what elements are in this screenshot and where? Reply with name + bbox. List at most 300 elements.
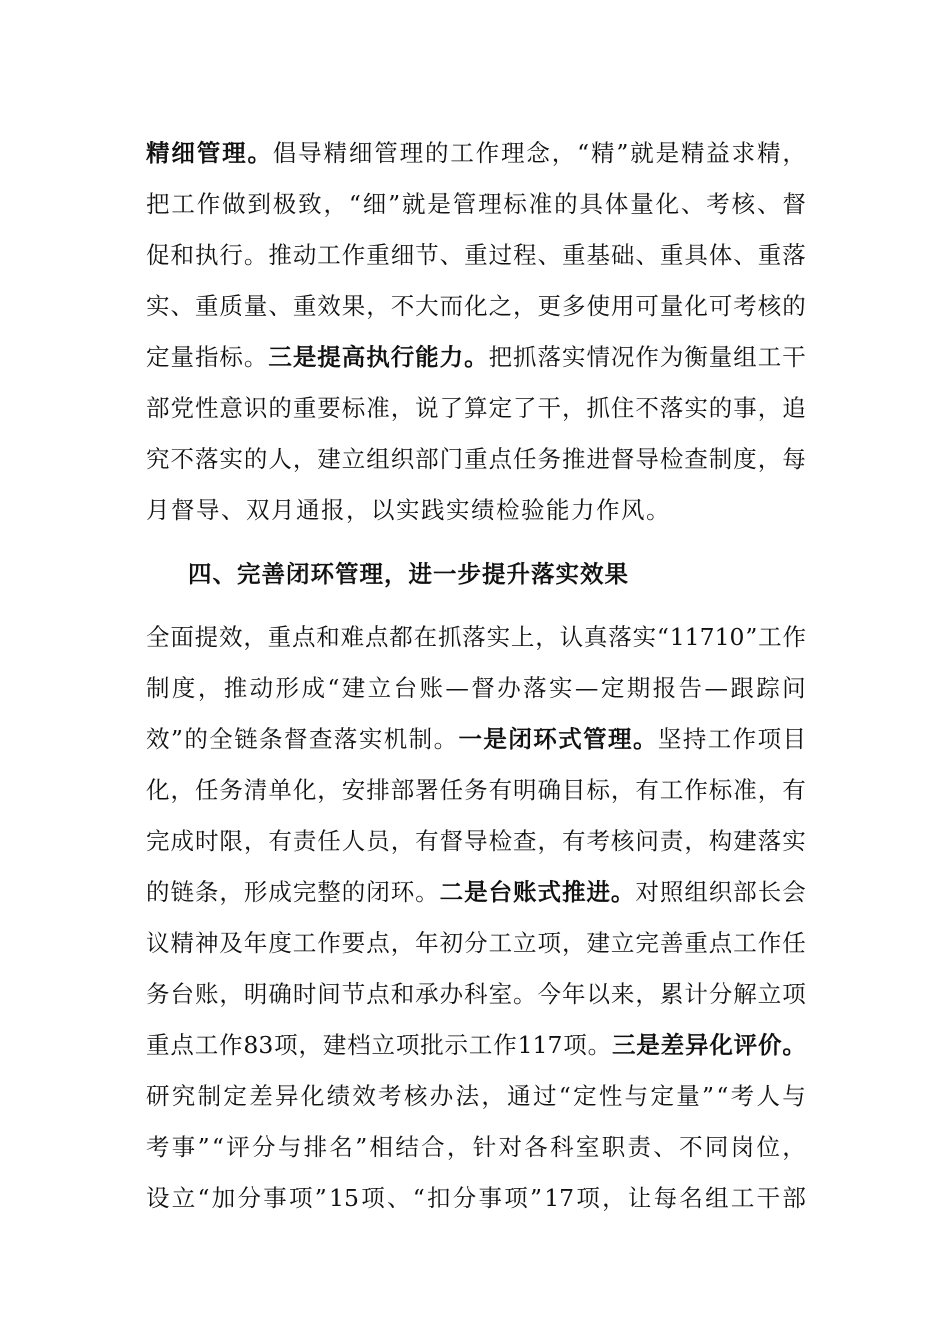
glyph: ， — [635, 980, 659, 1008]
bold-glyph: 环 — [533, 725, 557, 753]
glyph: 坚 — [657, 725, 682, 753]
bold-glyph: 是 — [292, 343, 317, 371]
glyph: 与 — [782, 1082, 806, 1110]
bold-glyph: 精 — [146, 139, 170, 167]
glyph: 、 — [386, 1184, 411, 1212]
bold-glyph: 进 — [586, 878, 610, 906]
glyph: 单 — [268, 776, 292, 804]
glyph: 明 — [513, 776, 537, 804]
glyph: 全 — [209, 725, 233, 753]
glyph: 用 — [610, 292, 635, 320]
glyph: 工 — [730, 1184, 755, 1212]
glyph: 极 — [272, 190, 297, 218]
glyph: 导 — [464, 827, 488, 855]
glyph: ” — [529, 1184, 542, 1212]
glyph: 查 — [684, 445, 708, 473]
glyph: 督 — [610, 445, 635, 473]
glyph: 异 — [274, 1082, 299, 1110]
glyph: 量 — [630, 190, 654, 218]
glyph: 效 — [146, 725, 170, 753]
glyph: 检 — [488, 827, 513, 855]
glyph: 核 — [403, 1082, 428, 1110]
glyph: 之 — [488, 292, 513, 320]
glyph: 工 — [171, 190, 195, 218]
glyph: 可 — [635, 292, 659, 320]
glyph: 链 — [170, 878, 194, 906]
glyph: 来 — [610, 980, 635, 1008]
glyph: 定 — [488, 394, 513, 422]
glyph: 究 — [146, 445, 170, 473]
glyph: 抓 — [586, 394, 610, 422]
glyph: 责 — [292, 827, 317, 855]
glyph: ， — [551, 139, 576, 167]
glyph: 制 — [408, 725, 433, 753]
glyph: 推 — [268, 241, 292, 269]
text-segment: 月督导、双月通报，以实践实绩检验能力作风。 — [146, 496, 671, 524]
glyph: 理 — [501, 139, 525, 167]
glyph: 建 — [317, 445, 341, 473]
glyph: 精 — [590, 139, 615, 167]
glyph: 有 — [268, 827, 292, 855]
glyph: 、 — [680, 190, 705, 218]
glyph: 人 — [756, 1082, 780, 1110]
glyph: ， — [757, 394, 782, 422]
bold-glyph: 是 — [483, 725, 507, 753]
glyph: 精 — [323, 139, 348, 167]
glyph: 不 — [170, 445, 194, 473]
glyph: 117 — [517, 1031, 563, 1059]
glyph: 重 — [267, 623, 292, 651]
glyph: 和 — [390, 980, 415, 1008]
glyph: 工 — [707, 725, 732, 753]
glyph: 使 — [586, 292, 610, 320]
glyph: 作 — [684, 776, 708, 804]
glyph: 、 — [757, 190, 781, 218]
glyph: ， — [782, 139, 806, 167]
glyph: 到 — [247, 190, 271, 218]
glyph: 踪 — [756, 674, 780, 702]
bold-glyph: 行 — [390, 343, 415, 371]
glyph: 求 — [731, 139, 756, 167]
glyph: 实 — [549, 674, 573, 702]
glyph: 组 — [705, 1184, 729, 1212]
glyph: 组 — [684, 878, 708, 906]
glyph: 作 — [341, 241, 366, 269]
glyph: 设 — [146, 1184, 170, 1212]
glyph: 示 — [444, 1031, 469, 1059]
glyph: 照 — [659, 878, 684, 906]
glyph: 干 — [756, 1184, 781, 1212]
glyph: 室 — [575, 1133, 600, 1161]
glyph: 质 — [219, 292, 243, 320]
glyph: 让 — [627, 1184, 652, 1212]
glyph: 定 — [650, 1082, 674, 1110]
glyph: 考 — [706, 190, 730, 218]
bold-glyph: 差 — [660, 1031, 685, 1059]
glyph: 织 — [390, 445, 415, 473]
glyph: 量 — [659, 292, 684, 320]
glyph: 有 — [635, 776, 659, 804]
glyph: 定 — [223, 1082, 247, 1110]
glyph: 程 — [513, 241, 537, 269]
glyph: 工 — [468, 1031, 493, 1059]
glyph: 立 — [367, 674, 392, 702]
glyph: 任 — [782, 929, 806, 957]
glyph: 限 — [219, 827, 243, 855]
glyph: “ — [211, 1133, 224, 1161]
bold-glyph: 。 — [464, 343, 488, 371]
glyph: 点 — [170, 1031, 194, 1059]
glyph: 标 — [708, 776, 733, 804]
glyph: 人 — [268, 445, 292, 473]
glyph: 的 — [268, 394, 292, 422]
glyph: 化 — [655, 190, 680, 218]
glyph: 、 — [635, 241, 659, 269]
glyph: 相 — [369, 1133, 394, 1161]
glyph: 重 — [194, 292, 219, 320]
glyph: 今 — [537, 980, 561, 1008]
glyph: 立 — [610, 929, 635, 957]
glyph: 科 — [464, 980, 488, 1008]
glyph: 定 — [600, 674, 625, 702]
glyph: 工 — [757, 343, 782, 371]
glyph: 查 — [513, 827, 537, 855]
glyph: 解 — [733, 980, 757, 1008]
glyph: 实 — [782, 827, 806, 855]
glyph: 过 — [488, 241, 513, 269]
glyph: ， — [323, 190, 348, 218]
bold-glyph: 异 — [684, 1031, 709, 1059]
glyph: 落 — [659, 394, 684, 422]
glyph: 时 — [194, 827, 219, 855]
bold-glyph: 。 — [782, 1031, 806, 1059]
glyph: 形 — [243, 878, 268, 906]
text-line — [146, 128, 806, 179]
glyph: 究 — [171, 1082, 196, 1110]
glyph: — — [574, 674, 599, 702]
glyph: 任 — [439, 776, 464, 804]
glyph: 础 — [610, 241, 635, 269]
bold-glyph: 提 — [317, 343, 341, 371]
glyph: 科 — [550, 1133, 574, 1161]
glyph: 了 — [513, 394, 537, 422]
glyph: 细 — [362, 190, 387, 218]
glyph: 目 — [782, 725, 806, 753]
glyph: 落 — [523, 674, 547, 702]
glyph: 结 — [395, 1133, 419, 1161]
glyph: 建 — [322, 1031, 347, 1059]
glyph: 点 — [366, 980, 390, 1008]
bold-glyph: 能 — [415, 343, 439, 371]
glyph: ， — [390, 929, 415, 957]
glyph: 对 — [498, 1133, 522, 1161]
glyph: 建 — [341, 674, 366, 702]
glyph: 性 — [194, 394, 219, 422]
glyph: 的 — [554, 190, 578, 218]
glyph: 链 — [234, 725, 258, 753]
glyph: 明 — [243, 980, 268, 1008]
glyph: 点 — [488, 445, 513, 473]
glyph: 提 — [194, 623, 219, 651]
glyph: 报 — [652, 674, 677, 702]
glyph: 全 — [146, 623, 170, 651]
glyph: 项 — [576, 1184, 600, 1212]
glyph: 把 — [146, 190, 170, 218]
glyph: 作 — [475, 139, 500, 167]
glyph: 实 — [219, 445, 243, 473]
bold-glyph: 推 — [561, 878, 586, 906]
text-line — [146, 1071, 806, 1122]
glyph: 任 — [317, 827, 341, 855]
bold-glyph: 管 — [583, 725, 607, 753]
glyph: 推 — [561, 445, 586, 473]
glyph: 织 — [708, 878, 733, 906]
glyph: 量 — [676, 1082, 700, 1110]
document-page — [146, 128, 806, 1224]
glyph: ， — [513, 292, 537, 320]
glyph: 节 — [415, 241, 439, 269]
glyph: 。 — [513, 980, 537, 1008]
text-line — [146, 969, 806, 1020]
glyph: ， — [602, 1184, 626, 1212]
glyph: 分 — [452, 1184, 477, 1212]
glyph: 作 — [196, 190, 221, 218]
glyph: 议 — [146, 929, 170, 957]
glyph: 与 — [624, 1082, 649, 1110]
glyph: 在 — [413, 623, 438, 651]
glyph: 排 — [366, 776, 390, 804]
glyph: 制 — [146, 674, 170, 702]
glyph: 实 — [358, 725, 383, 753]
glyph: 点 — [708, 929, 733, 957]
glyph: 的 — [243, 445, 268, 473]
glyph: ， — [243, 827, 268, 855]
bold-glyph: 台 — [488, 878, 513, 906]
glyph: 标 — [586, 776, 610, 804]
glyph: 务 — [219, 776, 243, 804]
bold-glyph: 化 — [709, 1031, 733, 1059]
glyph: 的 — [184, 725, 208, 753]
glyph: 量 — [170, 343, 194, 371]
glyph: 组 — [366, 445, 390, 473]
glyph: 有 — [782, 776, 806, 804]
glyph: 形 — [275, 674, 300, 702]
glyph: 致 — [298, 190, 322, 218]
glyph: 实 — [146, 292, 170, 320]
glyph: 每 — [782, 445, 806, 473]
glyph: ， — [537, 827, 561, 855]
glyph: 倡 — [272, 139, 297, 167]
glyph: 落 — [757, 827, 782, 855]
glyph: 条 — [259, 725, 283, 753]
glyph: 督 — [284, 725, 308, 753]
glyph: 确 — [268, 980, 292, 1008]
glyph: 各 — [524, 1133, 548, 1161]
glyph: 员 — [366, 827, 390, 855]
glyph: 同 — [704, 1133, 729, 1161]
bold-glyph: 闭 — [508, 725, 532, 753]
glyph: 考 — [733, 292, 757, 320]
glyph: 署 — [415, 776, 439, 804]
glyph: 研 — [146, 1082, 170, 1110]
glyph: 定 — [573, 1082, 597, 1110]
glyph: 作 — [782, 623, 806, 651]
glyph: 的 — [782, 292, 806, 320]
glyph: 量 — [243, 292, 268, 320]
bold-glyph: 价 — [758, 1031, 782, 1059]
text-line — [146, 1122, 806, 1173]
glyph: 责 — [659, 827, 684, 855]
text-line — [146, 663, 806, 714]
glyph: 室 — [488, 980, 513, 1008]
glyph: 面 — [170, 623, 194, 651]
glyph: 项 — [563, 1031, 587, 1059]
bold-glyph: 三 — [268, 343, 292, 371]
glyph: 点 — [364, 623, 389, 651]
glyph: “ — [716, 1082, 729, 1110]
glyph: 作 — [317, 929, 341, 957]
glyph: 、 — [653, 1133, 677, 1161]
glyph: 清 — [243, 776, 268, 804]
bold-glyph: 管 — [196, 139, 221, 167]
glyph: 问 — [635, 827, 659, 855]
glyph: 度 — [733, 445, 757, 473]
text-line — [146, 918, 806, 969]
glyph: 立 — [371, 1031, 395, 1059]
glyph: “ — [327, 674, 340, 702]
glyph: 标 — [341, 394, 366, 422]
glyph: 标 — [503, 190, 527, 218]
glyph: 管 — [374, 139, 398, 167]
glyph: 部 — [415, 445, 439, 473]
glyph: 真 — [583, 623, 608, 651]
glyph: 工 — [488, 929, 513, 957]
glyph: 环 — [390, 878, 415, 906]
glyph: 法 — [455, 1082, 480, 1110]
glyph: 核 — [757, 292, 782, 320]
glyph: 的 — [708, 394, 733, 422]
glyph: 实 — [486, 623, 511, 651]
glyph: 性 — [598, 1082, 623, 1110]
glyph: 把 — [488, 343, 513, 371]
bold-glyph: 理 — [222, 139, 246, 167]
glyph: 门 — [439, 445, 464, 473]
glyph: 确 — [537, 776, 561, 804]
glyph: 闭 — [366, 878, 390, 906]
glyph: 点 — [366, 929, 390, 957]
glyph: 导 — [635, 445, 659, 473]
glyph: 17 — [544, 1184, 575, 1212]
glyph: 建 — [586, 929, 610, 957]
glyph: 重 — [659, 241, 684, 269]
glyph: 实 — [684, 394, 708, 422]
glyph: 针 — [472, 1133, 497, 1161]
glyph: 难 — [340, 623, 365, 651]
bold-glyph: 式 — [537, 878, 561, 906]
glyph: 检 — [659, 445, 684, 473]
glyph: ， — [219, 878, 243, 906]
glyph: 化 — [300, 1082, 325, 1110]
glyph: 。 — [587, 1031, 612, 1059]
glyph: 台 — [170, 980, 194, 1008]
glyph: 要 — [317, 394, 341, 422]
glyph: 况 — [610, 343, 635, 371]
glyph: 动 — [249, 674, 274, 702]
glyph: ” — [702, 1082, 715, 1110]
glyph: 部 — [390, 776, 415, 804]
glyph: 整 — [317, 878, 341, 906]
glyph: ” — [314, 1184, 327, 1212]
glyph: 责 — [627, 1133, 651, 1161]
glyph: 跟 — [730, 674, 754, 702]
glyph: — — [445, 674, 469, 702]
glyph: 办 — [429, 1082, 454, 1110]
glyph: 重 — [561, 241, 586, 269]
glyph: 指 — [194, 343, 219, 371]
glyph: 职 — [601, 1133, 626, 1161]
glyph: 重 — [464, 241, 488, 269]
glyph: 工 — [194, 1031, 219, 1059]
glyph: 条 — [194, 878, 219, 906]
glyph: 初 — [439, 929, 464, 957]
glyph: 分 — [708, 980, 733, 1008]
glyph: 点 — [291, 623, 316, 651]
glyph: 神 — [194, 929, 219, 957]
glyph: 成 — [301, 674, 325, 702]
glyph: 间 — [317, 980, 341, 1008]
glyph: 分 — [252, 1133, 276, 1161]
glyph: 完 — [292, 878, 317, 906]
glyph: 管 — [452, 190, 477, 218]
glyph: 扣 — [426, 1184, 451, 1212]
glyph: “ — [348, 190, 361, 218]
glyph: 累 — [659, 980, 684, 1008]
glyph: 果 — [341, 292, 366, 320]
glyph: 而 — [439, 292, 464, 320]
glyph: 量 — [708, 343, 733, 371]
glyph: “ — [412, 1184, 425, 1212]
glyph: 化 — [464, 292, 488, 320]
glyph: 为 — [659, 343, 684, 371]
glyph: 精 — [170, 929, 194, 957]
paragraph-closed-loop-management — [146, 612, 806, 1224]
glyph: 、 — [537, 241, 561, 269]
glyph: 理 — [399, 139, 424, 167]
glyph: ， — [757, 776, 782, 804]
glyph: 重 — [292, 292, 317, 320]
glyph: 、 — [268, 292, 292, 320]
glyph: 目 — [561, 776, 586, 804]
glyph: 实 — [561, 343, 586, 371]
glyph: 项 — [782, 980, 806, 1008]
glyph: 准 — [366, 394, 390, 422]
glyph: 作 — [635, 343, 659, 371]
glyph: 不 — [679, 1133, 703, 1161]
glyph: 就 — [630, 139, 654, 167]
glyph: ， — [219, 980, 243, 1008]
glyph: 考 — [146, 1133, 170, 1161]
glyph: ， — [561, 929, 586, 957]
glyph: 构 — [708, 827, 733, 855]
glyph: 立 — [513, 929, 537, 957]
glyph: 落 — [537, 343, 561, 371]
glyph: 考 — [378, 1082, 402, 1110]
glyph: 以 — [586, 980, 610, 1008]
glyph: 。 — [243, 343, 268, 371]
glyph: 长 — [757, 878, 782, 906]
bold-glyph: 是 — [464, 878, 488, 906]
glyph: 任 — [194, 776, 219, 804]
